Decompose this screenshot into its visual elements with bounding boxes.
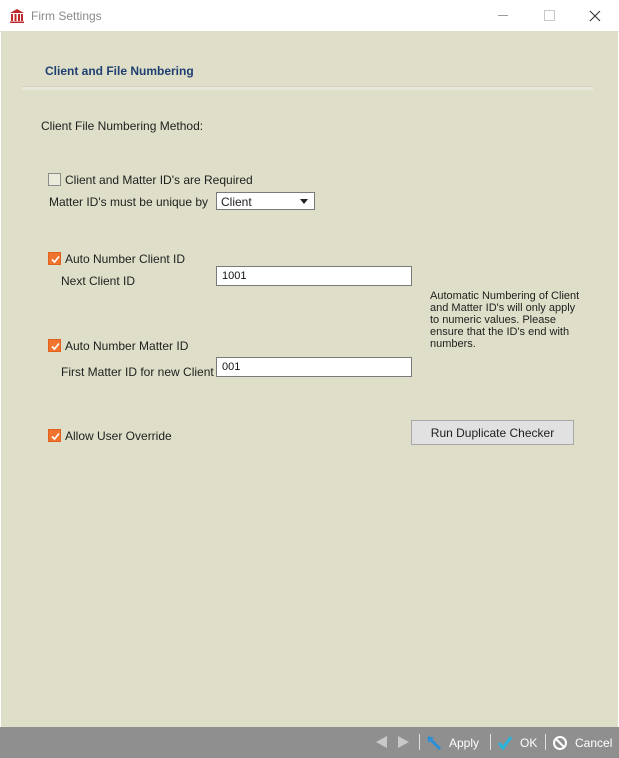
- checkmark-icon: [497, 735, 513, 751]
- checkmark-icon: [50, 341, 61, 352]
- next-arrow-icon[interactable]: [398, 736, 409, 748]
- chevron-down-icon: [300, 199, 308, 204]
- close-icon: [589, 10, 601, 22]
- no-entry-icon: [552, 735, 568, 751]
- apply-label: Apply: [449, 735, 480, 750]
- footer-divider: [545, 734, 546, 750]
- next-client-id-field[interactable]: [216, 266, 412, 286]
- numbering-method-label: Client File Numbering Method:: [41, 119, 204, 133]
- auto-matter-checkbox[interactable]: [48, 339, 61, 352]
- ids-required-label: Client and Matter ID's are Required: [65, 173, 253, 187]
- footer-divider: [419, 734, 420, 750]
- auto-client-label: Auto Number Client ID: [65, 252, 186, 266]
- cancel-label: Cancel: [575, 735, 613, 750]
- allow-override-checkbox[interactable]: [48, 429, 61, 442]
- previous-arrow-icon[interactable]: [376, 736, 387, 748]
- window-title: Firm Settings: [31, 9, 102, 23]
- first-matter-id-field[interactable]: [216, 357, 412, 377]
- first-matter-id-label: First Matter ID for new Client: [61, 365, 214, 379]
- apply-arrow-icon: [426, 735, 442, 751]
- columns-logo-icon: [9, 8, 25, 24]
- cancel-button[interactable]: [552, 727, 612, 758]
- apply-button[interactable]: [426, 727, 479, 758]
- section-title: Client and File Numbering: [45, 64, 194, 78]
- section-divider: [22, 86, 593, 90]
- minimize-icon: [498, 15, 508, 16]
- footer-bar: [0, 727, 619, 758]
- unique-by-label: Matter ID's must be unique by: [49, 195, 209, 209]
- close-button[interactable]: [572, 0, 618, 31]
- footer-divider: [490, 734, 491, 750]
- checkmark-icon: [50, 254, 61, 265]
- maximize-button[interactable]: [526, 0, 572, 31]
- checkmark-icon: [50, 431, 61, 442]
- auto-numbering-note: Automatic Numbering of Client and Matter ID's will only apply to numeric values. Please ensure that the ID's end with numbers.: [430, 290, 580, 350]
- ok-button[interactable]: [497, 727, 537, 758]
- auto-client-checkbox[interactable]: [48, 252, 61, 265]
- maximize-icon: [544, 10, 555, 21]
- next-client-id-label: Next Client ID: [61, 274, 136, 288]
- title-bar: [0, 0, 619, 32]
- unique-by-value: Client: [221, 195, 252, 209]
- next-client-id-input[interactable]: [217, 267, 411, 285]
- settings-panel: [1, 31, 618, 727]
- auto-matter-label: Auto Number Matter ID: [65, 339, 189, 353]
- run-duplicate-checker-button[interactable]: Run Duplicate Checker: [411, 420, 574, 445]
- ok-label: OK: [520, 735, 538, 750]
- minimize-button[interactable]: [480, 0, 526, 31]
- unique-by-select[interactable]: [216, 192, 315, 210]
- allow-override-label: Allow User Override: [65, 429, 172, 443]
- first-matter-id-input[interactable]: [217, 358, 411, 376]
- ids-required-checkbox[interactable]: [48, 173, 61, 186]
